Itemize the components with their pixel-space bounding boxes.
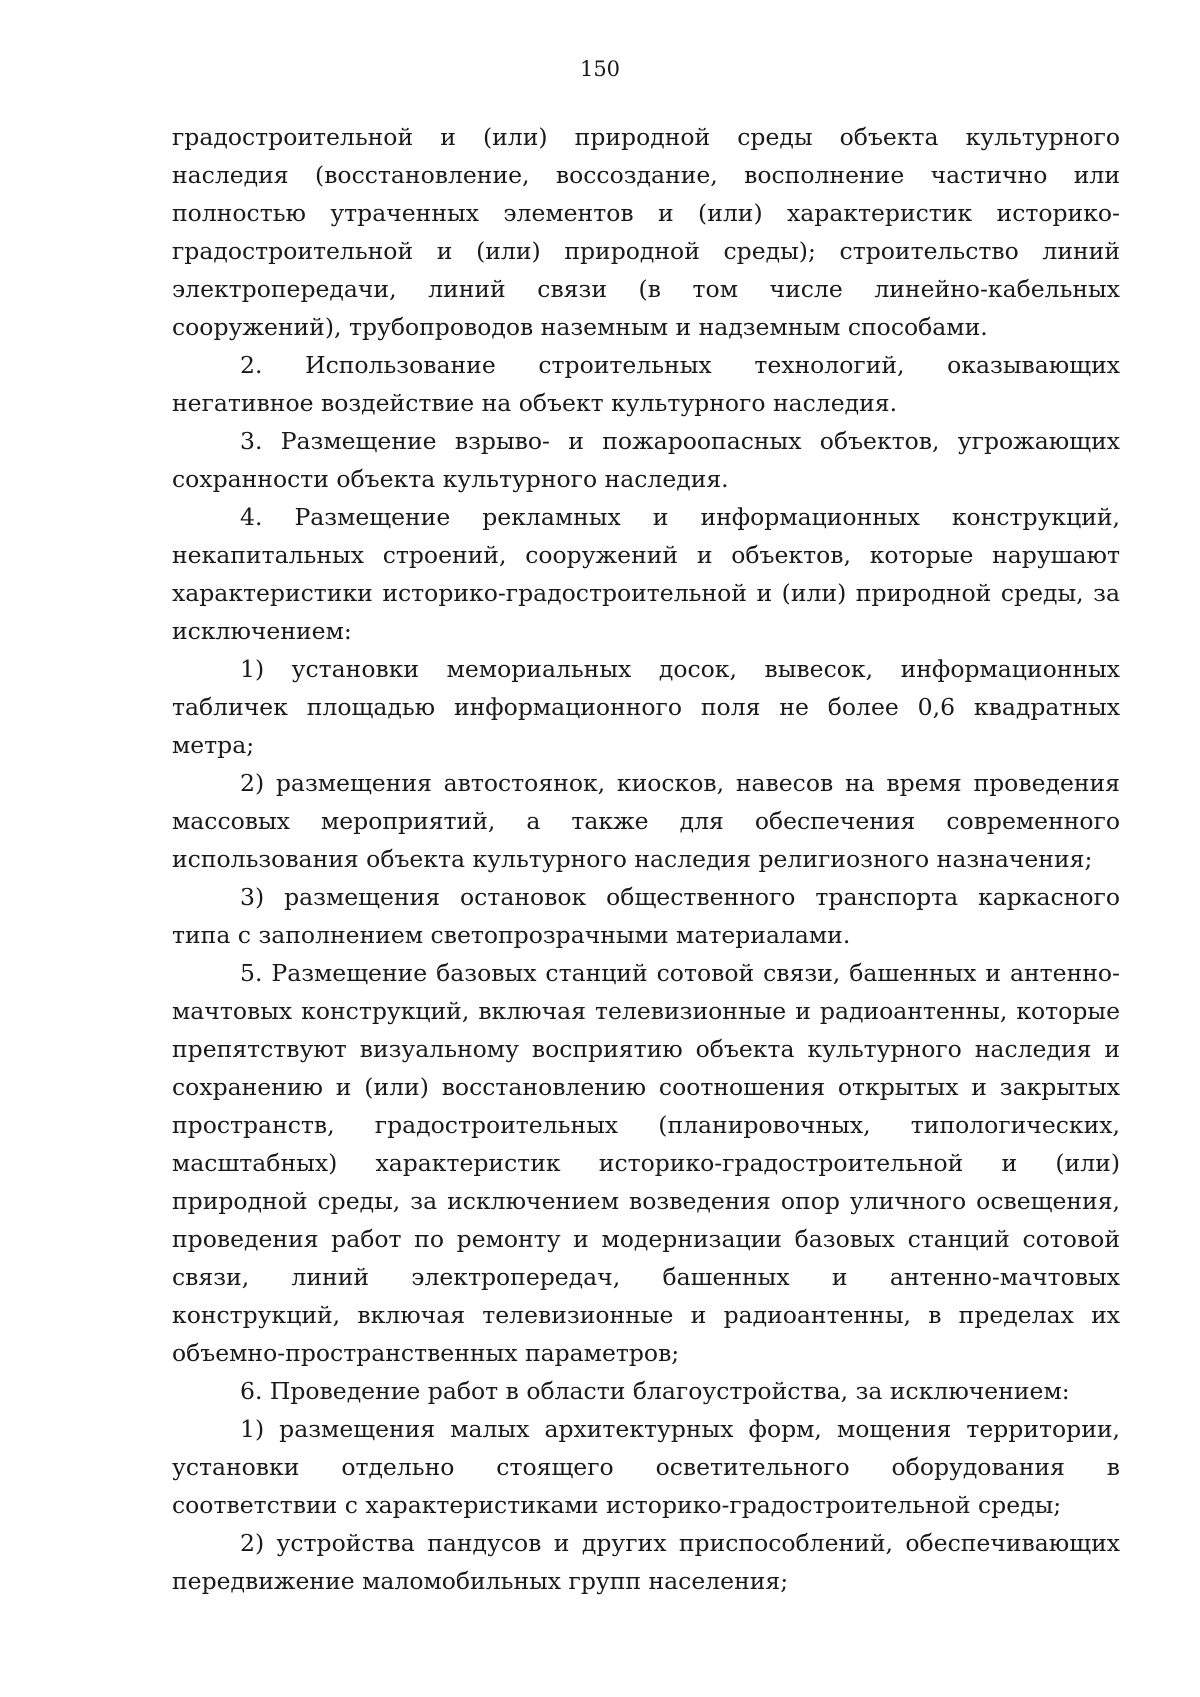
paragraph-subitem-6-1: 1) размещения малых архитектурных форм, мощения территории, установки отдельно стоящего осветительного оборудования в соответствии с характеристиками историко-градостроительной среды; bbox=[172, 1415, 1120, 1519]
paragraph-item-2: 2. Использование строительных технологий, оказывающих негативное воздействие на объект культурного наследия. bbox=[172, 351, 1120, 417]
paragraph-item-6: 6. Проведение работ в области благоустройства, за исключением: bbox=[240, 1377, 1070, 1405]
paragraph-subitem-4-2: 2) размещения автостоянок, киосков, навесов на время проведения массовых мероприятий, а также для обеспечения современного использования объекта культурного наследия религиозного назначения; bbox=[172, 769, 1120, 873]
paragraph-item-4: 4. Размещение рекламных и информационных конструкций, некапитальных строений, сооружений и объектов, которые нарушают характеристики историко-градостроительной и (или) природной среды, за исключением: bbox=[172, 503, 1120, 645]
paragraph-item-5: 5. Размещение базовых станций сотовой связи, башенных и антенно-мачтовых конструкций, включая телевизионные и радиоантенны, которые препятствуют визуальному восприятию объекта культурного наследия и сохранению и (или) восстановлению соотношения открытых и закрытых пространств, градостроительных (планировочных, типологических, масштабных) характеристик историко-градостроительной и (или) природной среды, за исключением возведения опор уличного освещения, проведения работ по ремонту и модернизации базовых станций сотовой связи, линий электропередач, башенных и антенно-мачтовых конструкций, включая телевизионные и радиоантенны, в пределах их объемно-пространственных параметров; bbox=[172, 959, 1120, 1367]
paragraph-subitem-4-1: 1) установки мемориальных досок, вывесок, информационных табличек площадью информационного поля не более 0,6 квадратных метра; bbox=[172, 655, 1120, 759]
paragraph-continuation: градостроительной и (или) природной среды объекта культурного наследия (восстановление, воссоздание, восполнение частично или полностью утраченных элементов и (или) характеристик историко-градостроительной и (или) природной среды); строительство линий электропередачи, линий связи (в том числе линейно-кабельных сооружений), трубопроводов наземным и надземным способами. bbox=[172, 123, 1120, 341]
paragraph-subitem-4-3: 3) размещения остановок общественного транспорта каркасного типа с заполнением светопрозрачными материалами. bbox=[172, 883, 1120, 949]
paragraph-subitem-6-2: 2) устройства пандусов и других приспособлений, обеспечивающих передвижение маломобильных групп населения; bbox=[172, 1529, 1120, 1595]
paragraph-item-3: 3. Размещение взрыво- и пожароопасных объектов, угрожающих сохранности объекта культурного наследия. bbox=[172, 427, 1120, 493]
page-number: 150 bbox=[579, 57, 621, 81]
document-body bbox=[172, 118, 1120, 1600]
